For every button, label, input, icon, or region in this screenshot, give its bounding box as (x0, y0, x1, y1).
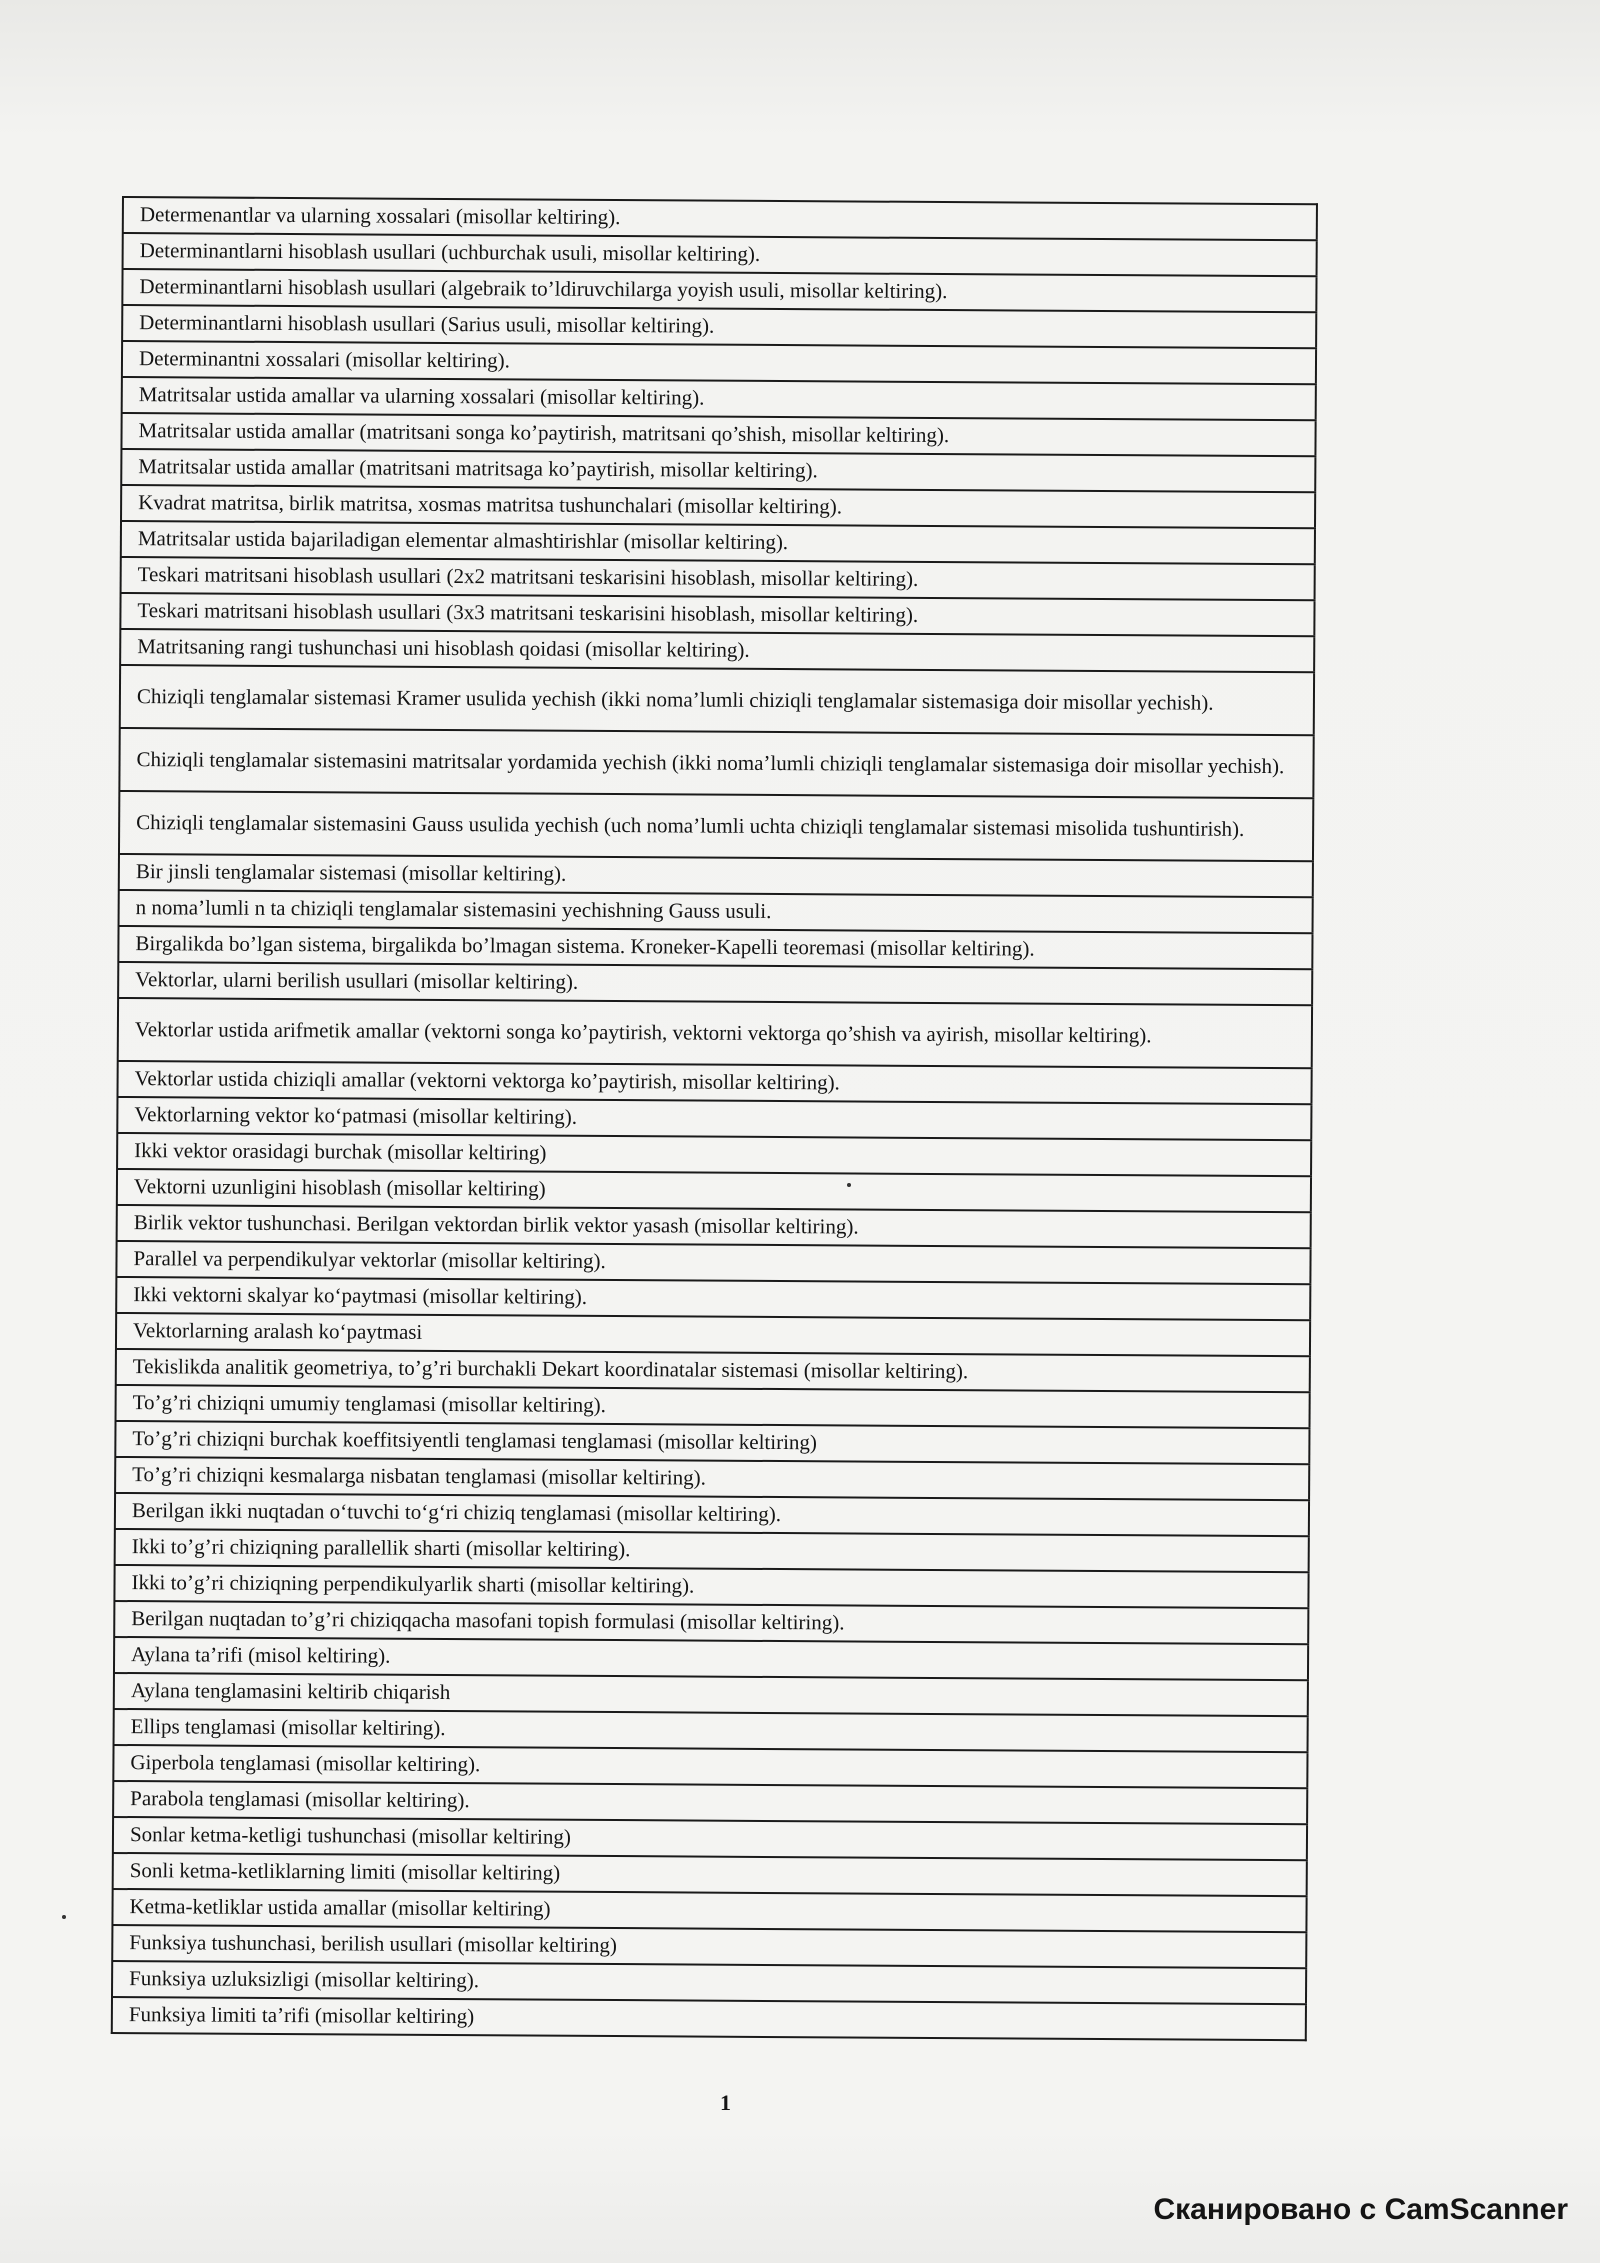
topic-cell: Parallel va perpendikulyar vektorlar (misollar keltiring). (116, 1241, 1310, 1284)
topic-cell: Vektorlarning aralash ko‘paytmasi (116, 1313, 1310, 1356)
topic-cell: Determenantlar va ularning xossalari (misollar keltiring). (139, 202, 621, 230)
topic-cell: Ellips tenglamasi (misollar keltiring). (114, 1709, 1308, 1752)
topic-cell: Determinantlarni hisoblash usullari (Sarius usuli, misollar keltiring). (122, 305, 1316, 348)
topic-cell: Matritsalar ustida amallar va ularning xossalari (misollar keltiring). (122, 377, 1316, 420)
topic-cell: Ikki to’g’ri chiziqning parallellik sharti (misollar keltiring). (115, 1529, 1309, 1572)
topics-table (111, 196, 1318, 2041)
topic-cell: Chiziqli tenglamalar sistemasini Gauss usulida yechish (uch noma’lumli uchta chiziqli tenglamalar sistemasi misolida tushuntirish). (119, 791, 1313, 861)
topic-cell: Matritsaning rangi tushunchasi uni hisoblash qoidasi (misollar keltiring). (120, 629, 1314, 672)
camscanner-watermark: Сканировано с CamScanner (1153, 2193, 1568, 2226)
topic-cell: Vektorlar ustida chiziqli amallar (vektorni vektorga ko’paytirish, misollar keltiring). (117, 1061, 1311, 1104)
topic-cell: Vektorlarning vektor ko‘patmasi (misollar keltiring). (117, 1097, 1311, 1140)
topic-cell: Teskari matritsani hisoblash usullari (3x3 matritsani teskarisini hisoblash, misollar keltiring). (120, 593, 1314, 636)
topic-cell: Determinantlarni hisoblash usullari (algebraik to’ldiruvchilarga yoyish usuli, misollar keltiring). (122, 269, 1316, 312)
topic-cell: Ketma-ketliklar ustida amallar (misollar keltiring) (112, 1889, 1306, 1932)
topic-cell: Teskari matritsani hisoblash usullari (2x2 matritsani teskarisini hisoblash, misollar keltiring). (121, 557, 1315, 600)
topic-cell: Birgalikda bo’lgan sistema, birgalikda bo’lmagan sistema. Kroneker-Kapelli teoremasi (misollar keltiring). (118, 926, 1312, 969)
topic-cell: Bir jinsli tenglamalar sistemasi (misollar keltiring). (119, 854, 1313, 897)
topic-cell: Funksiya uzluksizligi (misollar keltiring). (112, 1961, 1306, 2004)
topic-cell: Giperbola tenglamasi (misollar keltiring). (113, 1745, 1307, 1788)
topic-cell: Berilgan ikki nuqtadan o‘tuvchi to‘g‘ri chiziq tenglamasi (misollar keltiring). (115, 1493, 1309, 1536)
topic-cell: To’g’ri chiziqni kesmalarga nisbatan tenglamasi (misollar keltiring). (115, 1457, 1309, 1500)
topic-cell: To’g’ri chiziqni burchak koeffitsiyentli tenglamasi tenglamasi (misollar keltiring) (115, 1421, 1309, 1464)
topic-cell: Birlik vektor tushunchasi. Berilgan vektordan birlik vektor yasash (misollar keltiring). (117, 1205, 1311, 1248)
topic-cell: Funksiya limiti ta’rifi (misollar keltiring) (112, 1997, 1306, 2040)
table-row (119, 728, 1313, 798)
topic-cell: Funksiya tushunchasi, berilish usullari (misollar keltiring) (112, 1925, 1306, 1968)
topic-cell: Determinantni xossalari (misollar keltiring). (122, 341, 1316, 384)
topic-cell: Vektorlar, ularni berilish usullari (misollar keltiring). (118, 962, 1312, 1005)
topic-cell: Matritsalar ustida bajariladigan elementar almashtirishlar (misollar keltiring). (121, 521, 1315, 564)
topic-cell: Determinantlarni hisoblash usullari (uchburchak usuli, misollar keltiring). (123, 233, 1317, 276)
table-row (120, 665, 1314, 735)
table-row (112, 1997, 1306, 2040)
topic-cell: Chiziqli tenglamalar sistemasini matritsalar yordamida yechish (ikki noma’lumli chiziqli tenglamalar sistemasiga doir misollar yechish). (119, 728, 1313, 798)
topic-cell: Ikki vektor orasidagi burchak (misollar keltiring) (117, 1133, 1311, 1176)
topic-cell: n noma’lumli n ta chiziqli tenglamalar sistemasini yechishning Gauss usuli. (119, 890, 1313, 933)
topic-cell: Sonli ketma-ketliklarning limiti (misollar keltiring) (113, 1853, 1307, 1896)
topic-cell: Parabola tenglamasi (misollar keltiring). (113, 1781, 1307, 1824)
topic-cell: To’g’ri chiziqni umumiy tenglamasi (misollar keltiring). (116, 1385, 1310, 1428)
stray-dot-mark (847, 1183, 851, 1187)
topic-cell: Aylana ta’rifi (misol keltiring). (114, 1637, 1308, 1680)
topic-cell: Aylana tenglamasini keltirib chiqarish (114, 1673, 1308, 1716)
stray-dot-mark (62, 1915, 66, 1919)
topic-cell: Matritsalar ustida amallar (matritsani matritsaga ko’paytirish, misollar keltiring). (121, 449, 1315, 492)
topic-cell: Sonlar ketma-ketligi tushunchasi (misollar keltiring) (113, 1817, 1307, 1860)
table-row (119, 791, 1313, 861)
topic-cell: Vektorlar ustida arifmetik amallar (vektorni songa ko’paytirish, vektorni vektorga qo’shish va ayirish, misollar keltiring). (118, 998, 1312, 1068)
topic-cell: Berilgan nuqtadan to’g’ri chiziqqacha masofani topish formulasi (misollar keltiring). (114, 1601, 1308, 1644)
topic-cell: Matritsalar ustida amallar (matritsani songa ko’paytirish, matritsani qo’shish, misollar keltiring). (121, 413, 1315, 456)
topic-cell: Ikki vektorni skalyar ko‘paytmasi (misollar keltiring). (116, 1277, 1310, 1320)
topic-cell: Ikki to’g’ri chiziqning perpendikulyarlik sharti (misollar keltiring). (114, 1565, 1308, 1608)
topic-cell: Kvadrat matritsa, birlik matritsa, xosmas matritsa tushunchalari (misollar keltiring). (121, 485, 1315, 528)
topic-cell: Vektorni uzunligini hisoblash (misollar keltiring) (117, 1169, 1311, 1212)
table-row (118, 998, 1312, 1068)
topic-cell: Tekislikda analitik geometriya, to’g’ri burchakli Dekart koordinatalar sistemasi (misollar keltiring). (116, 1349, 1310, 1392)
page-number: 1 (720, 2090, 731, 2115)
topic-cell: Chiziqli tenglamalar sistemasi Kramer usulida yechish (ikki noma’lumli chiziqli tenglamalar sistemasiga doir misollar yechish). (120, 665, 1314, 735)
